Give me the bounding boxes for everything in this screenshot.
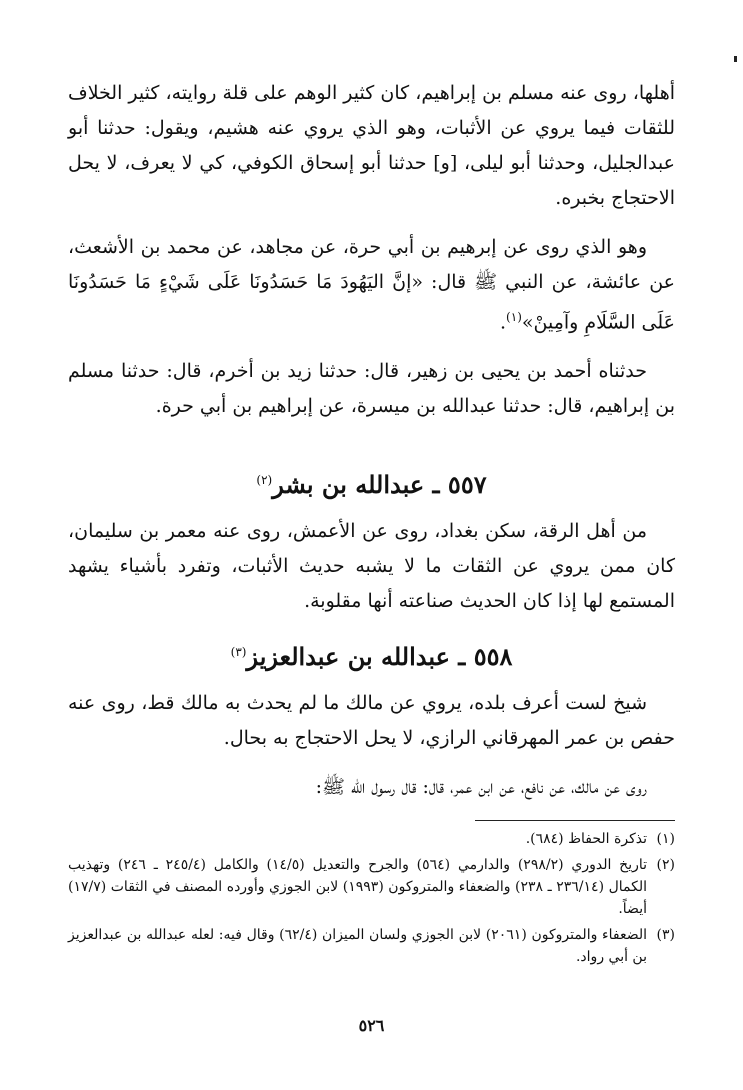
- page-number: ٥٢٦: [358, 1016, 385, 1035]
- entry-556-continuation: [68, 76, 675, 438]
- footnote-separator: [475, 820, 675, 821]
- footnote-number: (٣): [656, 927, 675, 943]
- paragraph: من أهل الرقة، سكن بغداد، روى عن الأعمش، روى عنه معمر بن سليمان، كان ممن يروي عن الثقات ما لا يشبه حديث الأثبات، وتفرد بأشياء يشهد المستمع لها إذا كان الحديث صناعته أنها مقلوبة.: [68, 520, 675, 612]
- footnote-number: (١): [656, 831, 675, 847]
- entry-heading-557: [68, 470, 675, 499]
- heading-text: ٥٥٧ ـ عبدالله بن بشر: [272, 470, 487, 499]
- paragraph: روى عن مالك، عن نافع، عن ابن عمر، قال: قال رسول الله ﷺ:: [315, 776, 647, 798]
- paragraph-isnad: حدثناه أحمد بن يحيى بن زهير، قال: حدثنا زيد بن أخرم، قال: حدثنا مسلم بن إبراهيم، قال: حدثنا عبدالله بن ميسرة، عن إبراهيم بن أبي حرة.: [68, 360, 675, 418]
- footnotes: [68, 828, 675, 972]
- entry-558-body: [68, 686, 675, 819]
- footnote-number: (٢): [656, 857, 675, 873]
- paragraph: أهلها، روى عنه مسلم بن إبراهيم، كان كثير الوهم على قلة روايته، كثير الخلاف للثقات فيما يروي عن الأثبات، وهو الذي يروي عنه هشيم، ويقول: حدثنا أبو عبدالجليل، وحدثنا أبو ليلى، [و] حدثنا أبو إسحاق الكوفي، كي لا يعرف، لا يحل الاحتجاج بخبره.: [68, 82, 675, 209]
- period: .: [500, 311, 507, 334]
- paragraph-hadith: [68, 230, 675, 340]
- hadith-text: وهو الذي روى عن إبرهيم بن أبي حرة، عن مجاهد، عن محمد بن الأشعث، عن عائشة، عن النبي ﷺ قال: «إنَّ اليَهُودَ مَا حَسَدُونَا عَلَى شَيْءٍ مَا حَسَدُونَا عَلَى السَّلَامِ وآمِينْ»: [68, 236, 675, 334]
- footnote-1: [68, 828, 675, 850]
- footnote-3: [68, 924, 675, 968]
- footnote-ref-3: (٣): [230, 645, 247, 659]
- margin-mark: [734, 56, 737, 62]
- footnote-text: الضعفاء والمتروكون (٢٠٦١) لابن الجوزي ولسان الميزان (٦٢/٤) وقال فيه: لعله عبدالله بن عبدالعزيز بن أبي رواد.: [68, 927, 647, 965]
- entry-557-body: [68, 514, 675, 633]
- heading-text: ٥٥٨ ـ عبدالله بن عبدالعزيز: [246, 642, 513, 671]
- entry-heading-558: [68, 642, 675, 671]
- footnote-ref-1: (١): [506, 310, 522, 324]
- footnote-ref-2: (٢): [256, 473, 273, 487]
- footnote-text: تاريخ الدوري (٢٩٨/٢) والدارمي (٥٦٤) والجرح والتعديل (١٤/٥) والكامل (٢٤٥/٤ ـ ٢٤٦) وتهذيب الكمال (٢٣٦/١٤ ـ ٢٣٨) والضعفاء والمتروكون (١٩٩٣) لابن الجوزي وأورده المصنف في الثقات (١٧/٧) أيضاً.: [68, 857, 648, 917]
- paragraph: شيخ لست أعرف بلده، يروي عن مالك ما لم يحدث به مالك قط، روى عنه حفص بن عمر المهرقاني الرازي، لا يحل الاحتجاج به بحال.: [68, 692, 675, 749]
- footnote-2: [68, 854, 675, 920]
- footnote-text: تذكرة الحفاظ (٦٨٤).: [525, 831, 647, 847]
